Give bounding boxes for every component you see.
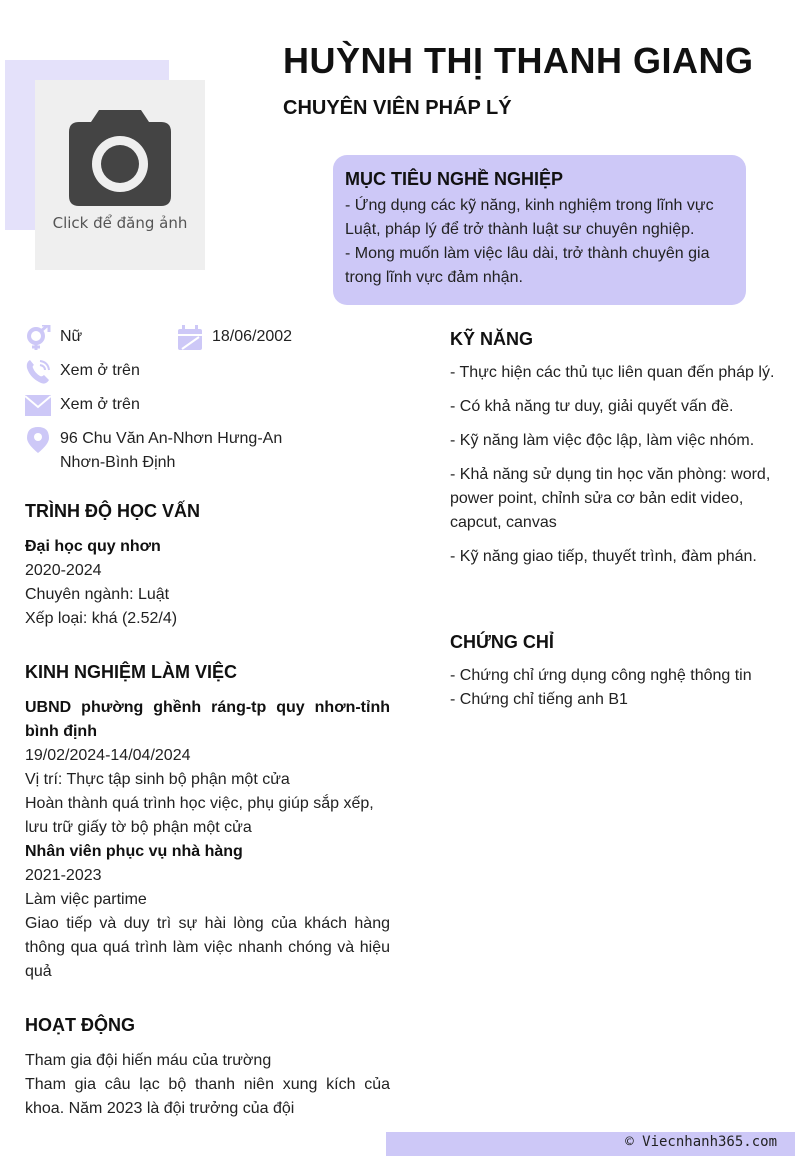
skills-block [450, 361, 775, 579]
education-major: Chuyên ngành: Luật [25, 586, 170, 603]
job-description: Hoàn thành quá trình học việc, phụ giúp sắp xếp, lưu trữ giấy tờ bộ phận một cửa [25, 795, 374, 836]
education-heading: TRÌNH ĐỘ HỌC VẤN [25, 501, 200, 521]
education-period: 2020-2024 [25, 562, 102, 579]
certificates-heading: CHỨNG CHỈ [450, 632, 554, 652]
footer-copyright: © Viecnhanh365.com [625, 1134, 777, 1150]
footer-bar [386, 1132, 795, 1156]
skill-item: - Khả năng sử dụng tin học văn phòng: word, power point, chỉnh sửa cơ bản edit video, capcut, canvas [450, 466, 771, 531]
school-name: Đại học quy nhơn [25, 538, 161, 555]
education-block [25, 535, 390, 631]
location-pin-icon [25, 427, 51, 453]
career-objective-box [333, 155, 746, 305]
phone-value: Xem ở trên [60, 362, 140, 379]
birthdate-row [177, 325, 377, 349]
birthdate-value: 18/06/2002 [212, 328, 293, 345]
skills-heading: KỸ NĂNG [450, 329, 534, 349]
calendar-icon [177, 325, 203, 351]
photo-upload[interactable] [35, 80, 205, 270]
phone-row [25, 359, 325, 383]
phone-icon [25, 359, 51, 385]
objective-line: - Mong muốn làm việc lâu dài, trở thành chuyên gia trong lĩnh vực đảm nhận. [345, 245, 710, 286]
job-description: Giao tiếp và duy trì sự hài lòng của khách hàng thông qua quá trình làm việc nhanh chóng và hiệu quả [25, 915, 390, 980]
skill-item: - Kỹ năng giao tiếp, thuyết trình, đàm phán. [450, 548, 757, 565]
skill-item: - Có khả năng tư duy, giải quyết vấn đề. [450, 398, 734, 415]
candidate-name: HUỲNH THỊ THANH GIANG [283, 40, 754, 81]
skill-item: - Kỹ năng làm việc độc lập, làm việc nhóm. [450, 432, 755, 449]
education-grade: Xếp loại: khá (2.52/4) [25, 610, 178, 627]
certificate-item: - Chứng chỉ tiếng anh B1 [450, 691, 628, 708]
objective-line: - Ứng dụng các kỹ năng, kinh nghiệm trong lĩnh vực Luật, pháp lý để trở thành luật sư chuyên nghiệp. [345, 197, 714, 238]
activity-item: Tham gia câu lạc bộ thanh niên xung kích của khoa. Năm 2023 là đội trưởng của đội [25, 1076, 390, 1117]
skill-item: - Thực hiện các thủ tục liên quan đến pháp lý. [450, 364, 775, 381]
job-period: 2021-2023 [25, 867, 102, 884]
activities-block [25, 1049, 390, 1121]
experience-heading: KINH NGHIỆM LÀM VIỆC [25, 662, 238, 682]
job-title: CHUYÊN VIÊN PHÁP LÝ [283, 97, 512, 119]
certificates-block [450, 664, 780, 712]
gender-row [25, 325, 175, 349]
experience-block [25, 696, 390, 984]
certificate-item: - Chứng chỉ ứng dụng công nghệ thông tin [450, 667, 752, 684]
camera-icon [69, 108, 171, 208]
objective-title: MỤC TIÊU NGHỀ NGHIỆP [345, 169, 564, 189]
address-row [25, 427, 325, 475]
photo-caption: Click để đăng ảnh [52, 214, 188, 232]
email-value: Xem ở trên [60, 396, 140, 413]
job-role: Vị trí: Thực tập sinh bộ phận một cửa [25, 771, 290, 788]
activities-heading: HOẠT ĐỘNG [25, 1015, 135, 1035]
job-company: Nhân viên phục vụ nhà hàng [25, 843, 243, 860]
job-period: 19/02/2024-14/04/2024 [25, 747, 191, 764]
job-company: UBND phường ghềnh ráng-tp quy nhơn-tỉnh bình định [25, 699, 390, 740]
gender-value: Nữ [60, 328, 83, 345]
gender-icon [25, 325, 51, 351]
activity-item: Tham gia đội hiến máu của trường [25, 1052, 272, 1069]
job-role: Làm việc partime [25, 891, 147, 908]
address-value: 96 Chu Văn An-Nhơn Hưng-An Nhơn-Bình Định [60, 430, 283, 471]
email-icon [25, 393, 51, 419]
email-row [25, 393, 325, 417]
